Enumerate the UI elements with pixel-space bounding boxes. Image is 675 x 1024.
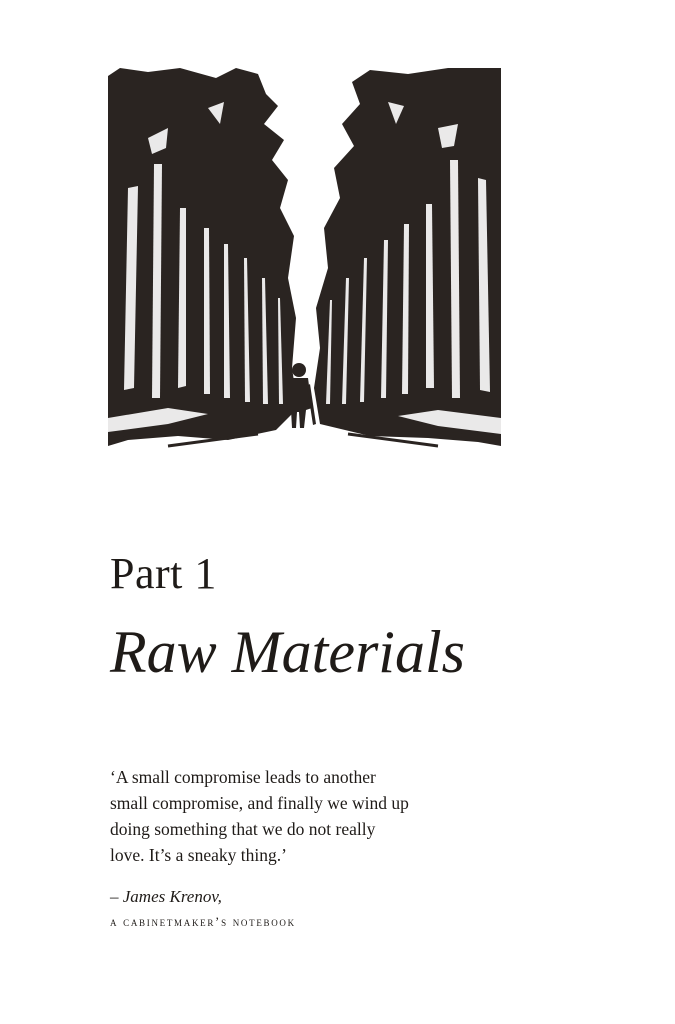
- woodcut-forest-icon: [108, 68, 501, 450]
- epigraph-quote: ‘A small compromise leads to another small compromise, and finally we wind up doing something that we do not really love. It’s a sneaky thing.’: [110, 767, 409, 865]
- epigraph-author: – James Krenov,: [110, 887, 222, 906]
- part-number: Part 1: [110, 549, 217, 598]
- part-title: Raw Materials: [110, 619, 465, 685]
- epigraph-source: a cabinetmaker’s notebook: [110, 914, 296, 929]
- woodcut-illustration: [108, 68, 501, 450]
